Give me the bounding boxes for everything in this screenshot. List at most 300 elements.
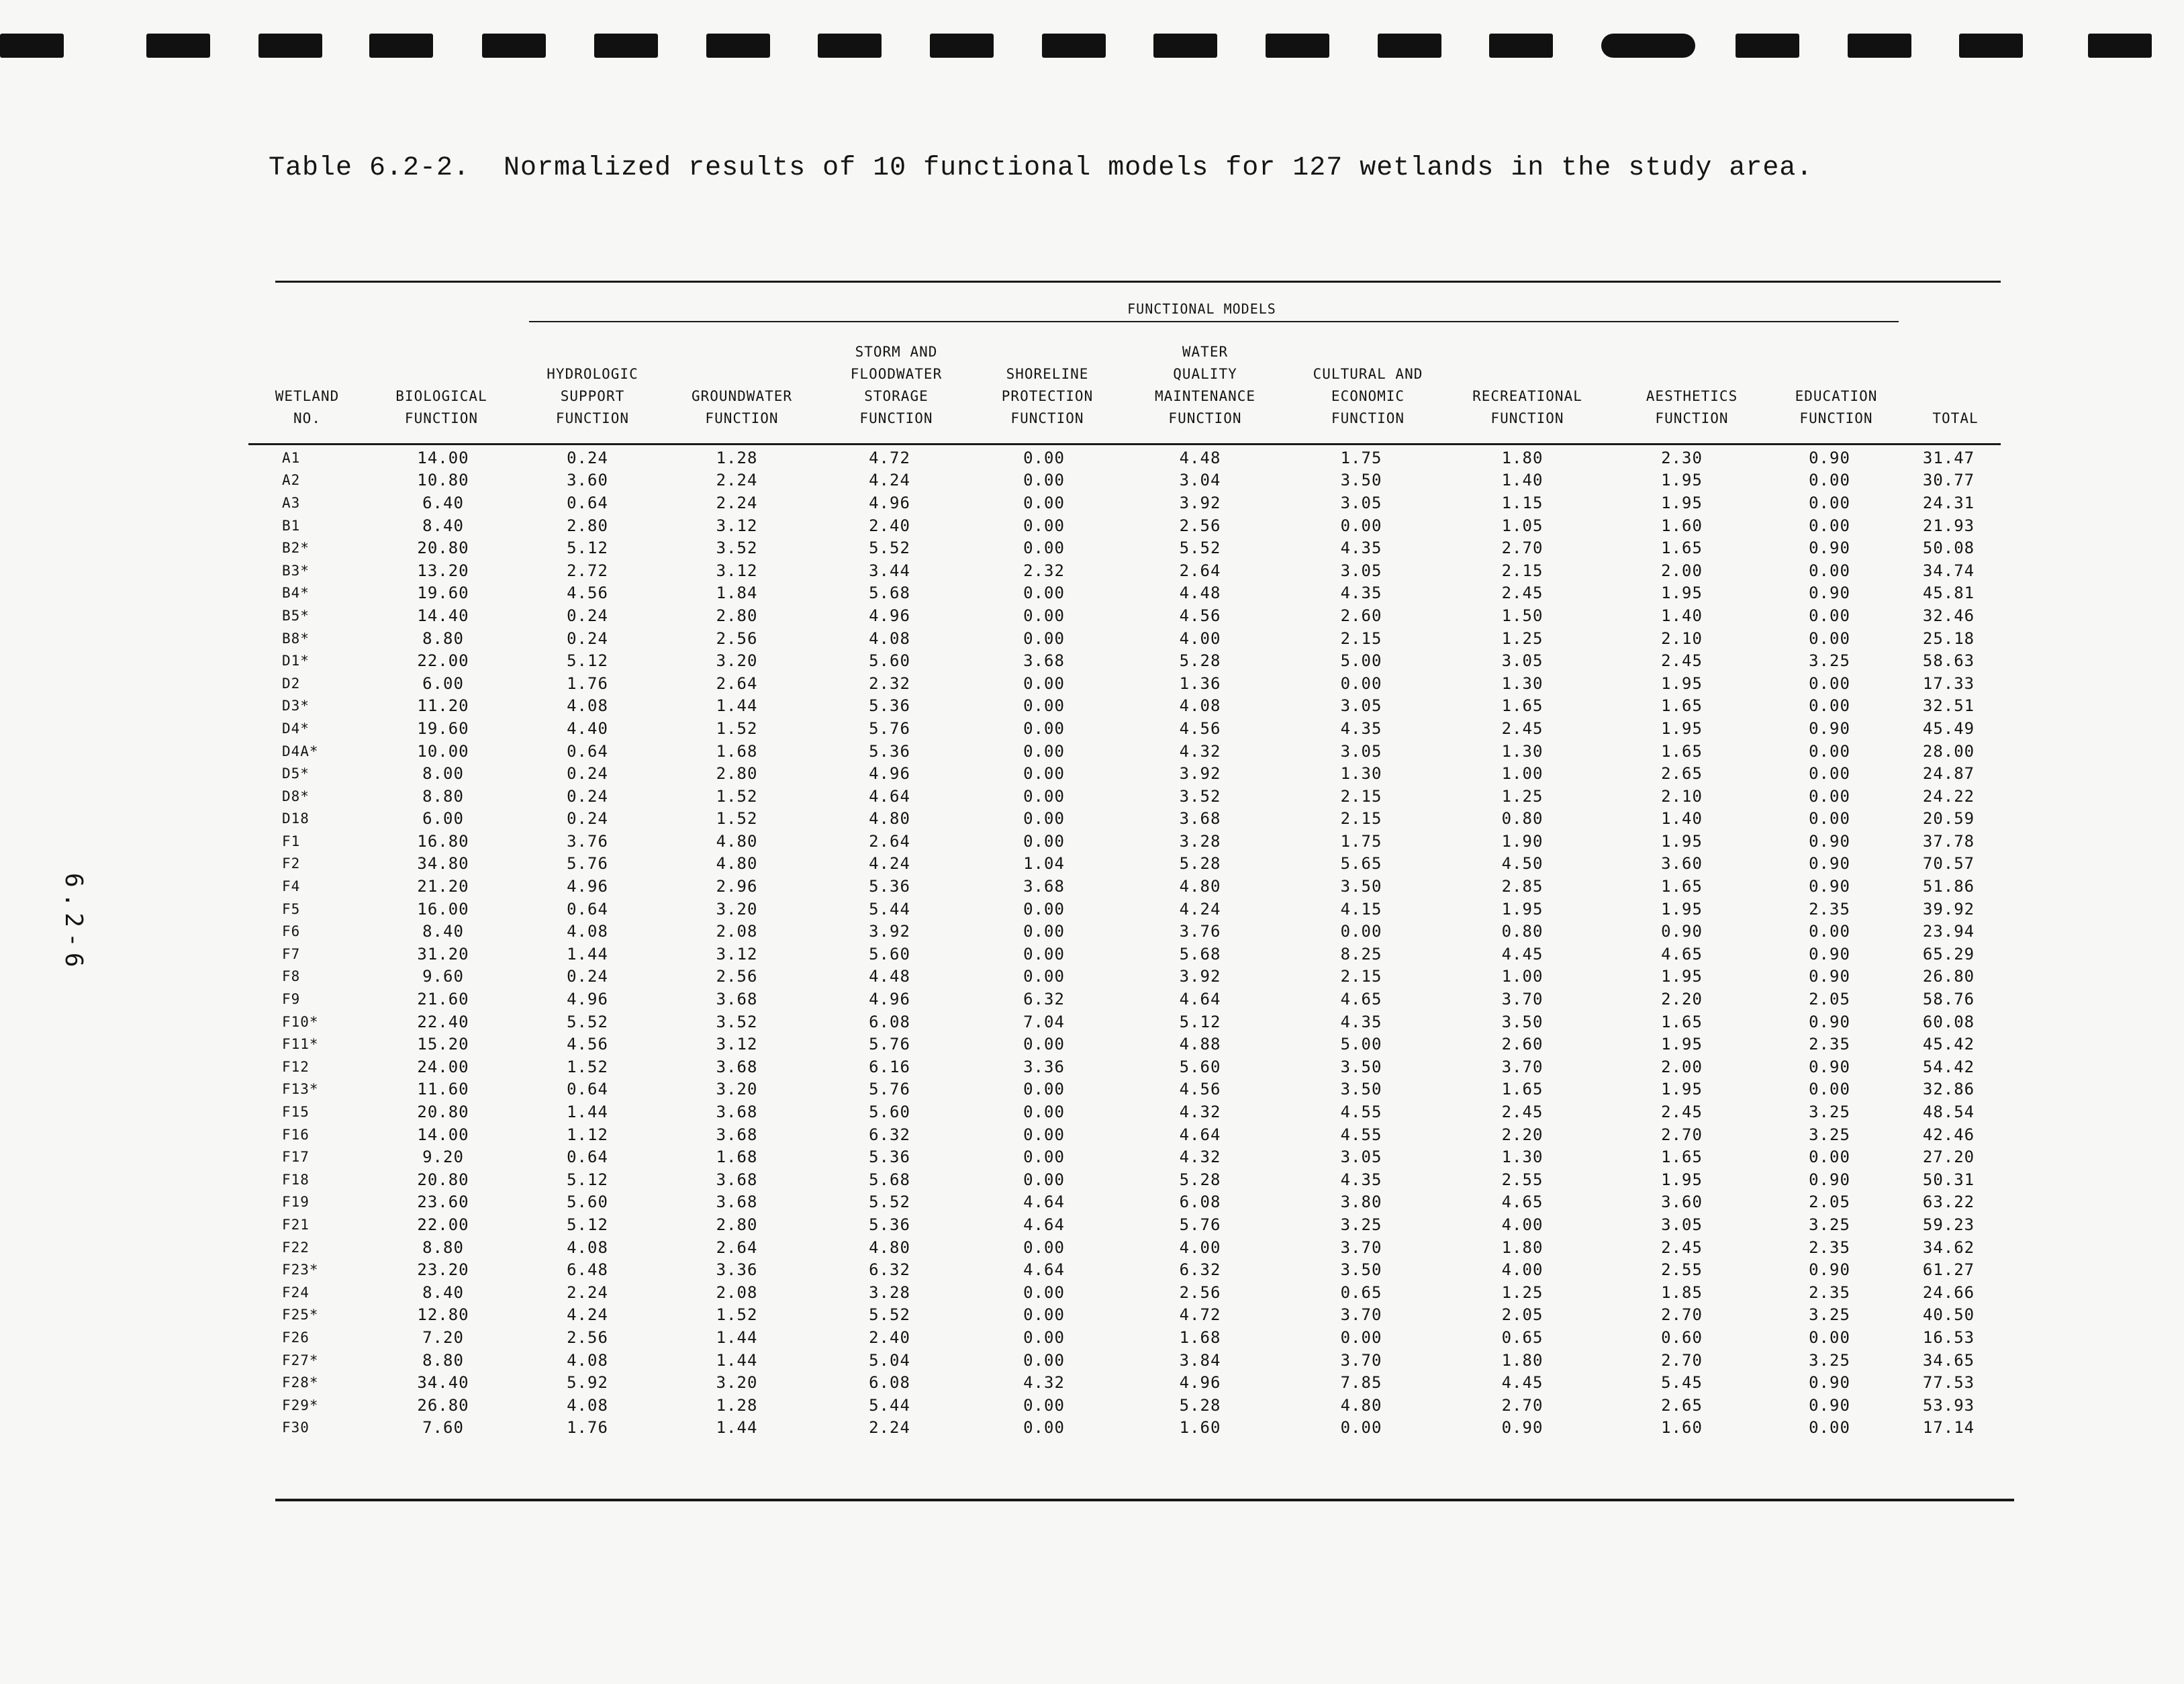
value-cell: 0.00: [1340, 1327, 1382, 1347]
value-cell: 4.48: [869, 967, 910, 986]
table-row: [255, 875, 2001, 898]
value-cell: 32.86: [1922, 1080, 1975, 1099]
wetland-id-cell: B3*: [282, 562, 310, 579]
value-cell: 22.00: [417, 651, 469, 671]
value-cell: 27.20: [1922, 1148, 1975, 1167]
value-cell: 3.50: [1340, 877, 1382, 896]
value-cell: 4.35: [1340, 718, 1382, 738]
value-cell: 2.56: [1179, 516, 1221, 535]
value-cell: 1.95: [1661, 471, 1703, 490]
value-cell: 4.32: [1179, 1148, 1221, 1167]
value-cell: 0.00: [1023, 1282, 1065, 1302]
table-row: [255, 1349, 2001, 1372]
value-cell: 21.93: [1922, 516, 1975, 535]
value-cell: 31.20: [417, 944, 469, 964]
table-row: [255, 1417, 2001, 1440]
value-cell: 14.00: [417, 1125, 469, 1144]
value-cell: 0.00: [1023, 718, 1065, 738]
header-aesthetics: AESTHETICS FUNCTION: [1646, 388, 1738, 426]
value-cell: 0.00: [1809, 628, 1850, 648]
value-cell: 4.64: [1023, 1260, 1065, 1280]
value-cell: 5.60: [869, 944, 910, 964]
value-cell: 10.80: [417, 471, 469, 490]
value-cell: 3.68: [1023, 877, 1065, 896]
value-cell: 3.05: [1340, 493, 1382, 512]
table-row: [255, 920, 2001, 943]
value-cell: 2.15: [1340, 809, 1382, 829]
value-cell: 4.08: [567, 1395, 608, 1415]
value-cell: 34.65: [1922, 1350, 1975, 1370]
table-row: [255, 1123, 2001, 1146]
value-cell: 2.64: [716, 673, 758, 693]
value-cell: 3.25: [1809, 1125, 1850, 1144]
wetland-id-cell: A3: [282, 494, 301, 511]
wetland-id-cell: F29*: [282, 1397, 319, 1413]
value-cell: 0.90: [1809, 539, 1850, 558]
value-cell: 3.25: [1809, 651, 1850, 671]
value-cell: 2.24: [869, 1418, 910, 1438]
value-cell: 28.00: [1922, 741, 1975, 761]
value-cell: 63.22: [1922, 1192, 1975, 1212]
value-cell: 3.50: [1340, 1260, 1382, 1280]
value-cell: 19.60: [417, 583, 469, 603]
value-cell: 9.20: [422, 1148, 464, 1167]
value-cell: 3.28: [869, 1282, 910, 1302]
value-cell: 40.50: [1922, 1305, 1975, 1325]
wetland-id-cell: F27*: [282, 1352, 319, 1368]
value-cell: 3.25: [1340, 1215, 1382, 1234]
value-cell: 0.00: [1340, 516, 1382, 535]
value-cell: 1.12: [567, 1125, 608, 1144]
value-cell: 51.86: [1922, 877, 1975, 896]
value-cell: 4.00: [1501, 1260, 1544, 1280]
value-cell: 3.52: [716, 539, 758, 558]
wetland-id-cell: D2: [282, 675, 301, 692]
value-cell: 2.24: [716, 493, 758, 512]
value-cell: 3.68: [716, 1057, 758, 1076]
value-cell: 5.60: [567, 1192, 608, 1212]
value-cell: 1.44: [716, 696, 758, 716]
value-cell: 0.00: [1023, 493, 1065, 512]
wetland-id-cell: A2: [282, 472, 301, 489]
value-cell: 4.64: [1179, 1125, 1221, 1144]
value-cell: 5.12: [567, 1215, 608, 1234]
table-row: [255, 582, 2001, 605]
value-cell: 2.65: [1661, 1395, 1703, 1415]
wetland-id-cell: F30: [282, 1419, 310, 1436]
wetland-id-cell: F26: [282, 1329, 310, 1346]
value-cell: 0.64: [567, 1148, 608, 1167]
value-cell: 0.00: [1023, 696, 1065, 716]
table-row: [255, 1145, 2001, 1168]
value-cell: 0.00: [1023, 628, 1065, 648]
value-cell: 2.35: [1809, 899, 1850, 919]
value-cell: 1.40: [1501, 471, 1544, 490]
value-cell: 60.08: [1922, 1012, 1975, 1031]
value-cell: 0.90: [1661, 922, 1703, 941]
value-cell: 5.12: [567, 539, 608, 558]
value-cell: 3.05: [1501, 651, 1544, 671]
value-cell: 4.00: [1501, 1215, 1544, 1234]
value-cell: 1.95: [1661, 1080, 1703, 1099]
wetland-id-cell: A1: [282, 449, 301, 466]
value-cell: 1.75: [1340, 448, 1382, 467]
wetland-id-cell: D4*: [282, 720, 310, 737]
value-cell: 0.00: [1809, 561, 1850, 580]
value-cell: 0.65: [1340, 1282, 1382, 1302]
value-cell: 5.52: [1179, 539, 1221, 558]
wetland-id-cell: B4*: [282, 585, 310, 602]
value-cell: 2.70: [1501, 1395, 1544, 1415]
value-cell: 4.56: [567, 583, 608, 603]
value-cell: 2.80: [716, 606, 758, 625]
value-cell: 1.85: [1661, 1282, 1703, 1302]
table-row: [255, 604, 2001, 627]
table-row: [255, 447, 2001, 469]
value-cell: 2.45: [1661, 651, 1703, 671]
value-cell: 4.56: [567, 1035, 608, 1054]
value-cell: 22.40: [417, 1012, 469, 1031]
value-cell: 1.52: [716, 786, 758, 806]
value-cell: 4.50: [1501, 854, 1544, 874]
value-cell: 4.80: [869, 809, 910, 829]
value-cell: 6.48: [567, 1260, 608, 1280]
value-cell: 4.88: [1179, 1035, 1221, 1054]
value-cell: 2.24: [567, 1282, 608, 1302]
value-cell: 2.15: [1501, 561, 1544, 580]
value-cell: 26.80: [1922, 967, 1975, 986]
value-cell: 4.08: [1179, 696, 1221, 716]
value-cell: 4.80: [1179, 877, 1221, 896]
value-cell: 5.36: [869, 696, 910, 716]
wetland-id-cell: F22: [282, 1239, 310, 1256]
value-cell: 5.52: [869, 1305, 910, 1325]
value-cell: 4.64: [1179, 990, 1221, 1009]
table-row: [255, 830, 2001, 853]
value-cell: 0.90: [1809, 1170, 1850, 1189]
value-cell: 3.68: [1179, 809, 1221, 829]
value-cell: 0.00: [1809, 922, 1850, 941]
value-cell: 3.68: [716, 1103, 758, 1122]
value-cell: 34.40: [417, 1373, 469, 1393]
value-cell: 0.00: [1809, 1327, 1850, 1347]
table-row: [255, 988, 2001, 1011]
value-cell: 3.92: [1179, 764, 1221, 784]
value-cell: 4.56: [1179, 606, 1221, 625]
value-cell: 37.78: [1922, 831, 1975, 851]
value-cell: 3.20: [716, 1080, 758, 1099]
value-cell: 0.00: [1809, 786, 1850, 806]
value-cell: 3.20: [716, 899, 758, 919]
header-rule: [248, 443, 2001, 445]
value-cell: 6.16: [869, 1057, 910, 1076]
table-row: [255, 695, 2001, 718]
value-cell: 5.68: [1179, 944, 1221, 964]
value-cell: 1.44: [716, 1327, 758, 1347]
value-cell: 2.08: [716, 922, 758, 941]
value-cell: 2.35: [1809, 1237, 1850, 1257]
value-cell: 45.81: [1922, 583, 1975, 603]
wetland-id-cell: F7: [282, 945, 301, 962]
value-cell: 8.00: [422, 764, 464, 784]
value-cell: 3.76: [567, 831, 608, 851]
header-total: TOTAL: [1932, 410, 1979, 426]
value-cell: 0.24: [567, 448, 608, 467]
value-cell: 1.04: [1023, 854, 1065, 874]
value-cell: 0.00: [1023, 741, 1065, 761]
header-wetland-no: WETLAND NO.: [275, 388, 340, 426]
value-cell: 23.20: [417, 1260, 469, 1280]
table-row: [255, 1304, 2001, 1327]
value-cell: 2.15: [1340, 628, 1382, 648]
value-cell: 2.15: [1340, 967, 1382, 986]
header-shoreline: SHORELINE PROTECTION FUNCTION: [1001, 366, 1094, 426]
table-row: [255, 1168, 2001, 1191]
value-cell: 4.32: [1179, 741, 1221, 761]
value-cell: 24.00: [417, 1057, 469, 1076]
value-cell: 3.92: [1179, 967, 1221, 986]
value-cell: 2.32: [1023, 561, 1065, 580]
header-biological: BIOLOGICAL FUNCTION: [395, 388, 487, 426]
table-title: Table 6.2-2. Normalized results of 10 functional models for 127 wetlands in the study area.: [269, 153, 1813, 183]
value-cell: 3.60: [1661, 1192, 1703, 1212]
value-cell: 1.28: [716, 1395, 758, 1415]
value-cell: 24.66: [1922, 1282, 1975, 1302]
value-cell: 2.70: [1661, 1125, 1703, 1144]
value-cell: 8.40: [422, 922, 464, 941]
value-cell: 4.55: [1340, 1125, 1382, 1144]
value-cell: 3.25: [1809, 1215, 1850, 1234]
value-cell: 4.65: [1501, 1192, 1544, 1212]
value-cell: 1.95: [1661, 1170, 1703, 1189]
value-cell: 0.00: [1023, 809, 1065, 829]
value-cell: 1.95: [1661, 583, 1703, 603]
value-cell: 1.95: [1661, 967, 1703, 986]
value-cell: 2.45: [1661, 1237, 1703, 1257]
value-cell: 2.35: [1809, 1282, 1850, 1302]
value-cell: 5.52: [869, 1192, 910, 1212]
value-cell: 4.24: [869, 854, 910, 874]
value-cell: 0.00: [1023, 1305, 1065, 1325]
table-row: [255, 1056, 2001, 1078]
wetland-id-cell: F23*: [282, 1262, 319, 1278]
table-row: [255, 649, 2001, 672]
value-cell: 4.96: [869, 493, 910, 512]
value-cell: 0.64: [567, 1080, 608, 1099]
value-cell: 1.65: [1661, 741, 1703, 761]
value-cell: 3.50: [1340, 471, 1382, 490]
value-cell: 5.28: [1179, 1170, 1221, 1189]
value-cell: 20.80: [417, 1103, 469, 1122]
value-cell: 4.35: [1340, 539, 1382, 558]
value-cell: 3.68: [716, 1192, 758, 1212]
value-cell: 4.08: [567, 922, 608, 941]
value-cell: 0.00: [1809, 1080, 1850, 1099]
value-cell: 20.80: [417, 539, 469, 558]
value-cell: 1.65: [1661, 877, 1703, 896]
value-cell: 2.60: [1340, 606, 1382, 625]
value-cell: 16.53: [1922, 1327, 1975, 1347]
value-cell: 3.12: [716, 944, 758, 964]
page-number: 6.2-6: [60, 873, 87, 973]
value-cell: 1.52: [716, 1305, 758, 1325]
value-cell: 0.90: [1809, 448, 1850, 467]
functional-models-rule: [529, 321, 1899, 322]
value-cell: 1.25: [1501, 1282, 1544, 1302]
value-cell: 24.31: [1922, 493, 1975, 512]
value-cell: 3.80: [1340, 1192, 1382, 1212]
value-cell: 5.28: [1179, 1395, 1221, 1415]
value-cell: 23.94: [1922, 922, 1975, 941]
value-cell: 0.90: [1501, 1418, 1544, 1438]
value-cell: 1.68: [1179, 1327, 1221, 1347]
table-row: [255, 1078, 2001, 1101]
value-cell: 2.45: [1501, 1103, 1544, 1122]
value-cell: 1.95: [1501, 899, 1544, 919]
value-cell: 0.00: [1023, 1395, 1065, 1415]
value-cell: 13.20: [417, 561, 469, 580]
value-cell: 6.00: [422, 673, 464, 693]
value-cell: 1.76: [567, 673, 608, 693]
value-cell: 4.00: [1179, 628, 1221, 648]
value-cell: 5.76: [869, 1035, 910, 1054]
value-cell: 1.25: [1501, 628, 1544, 648]
table-row: [255, 1033, 2001, 1056]
results-table: [255, 447, 2001, 1439]
value-cell: 4.08: [567, 1350, 608, 1370]
table-row: [255, 898, 2001, 921]
value-cell: 3.84: [1179, 1350, 1221, 1370]
value-cell: 4.96: [567, 990, 608, 1009]
wetland-id-cell: D1*: [282, 653, 310, 669]
value-cell: 0.90: [1809, 1373, 1850, 1393]
value-cell: 59.23: [1922, 1215, 1975, 1234]
value-cell: 4.56: [1179, 1080, 1221, 1099]
value-cell: 4.96: [869, 606, 910, 625]
value-cell: 2.80: [716, 1215, 758, 1234]
value-cell: 2.40: [869, 1327, 910, 1347]
value-cell: 6.32: [869, 1260, 910, 1280]
value-cell: 4.15: [1340, 899, 1382, 919]
value-cell: 12.80: [417, 1305, 469, 1325]
value-cell: 1.28: [716, 448, 758, 467]
value-cell: 0.00: [1023, 673, 1065, 693]
registration-marks: [0, 34, 2184, 60]
value-cell: 2.00: [1661, 561, 1703, 580]
wetland-id-cell: F12: [282, 1058, 310, 1075]
value-cell: 30.77: [1922, 471, 1975, 490]
value-cell: 1.00: [1501, 967, 1544, 986]
value-cell: 0.90: [1809, 854, 1850, 874]
value-cell: 0.00: [1809, 673, 1850, 693]
value-cell: 1.05: [1501, 516, 1544, 535]
value-cell: 2.15: [1340, 786, 1382, 806]
value-cell: 0.00: [1023, 944, 1065, 964]
table-row: [255, 1394, 2001, 1417]
value-cell: 1.50: [1501, 606, 1544, 625]
value-cell: 0.00: [1023, 471, 1065, 490]
header-cultural-economic: CULTURAL AND ECONOMIC FUNCTION: [1313, 366, 1423, 426]
value-cell: 0.65: [1501, 1327, 1544, 1347]
value-cell: 5.44: [869, 899, 910, 919]
wetland-id-cell: F9: [282, 991, 301, 1008]
value-cell: 77.53: [1922, 1373, 1975, 1393]
value-cell: 1.30: [1501, 741, 1544, 761]
value-cell: 0.00: [1023, 1125, 1065, 1144]
header-water-quality: WATER QUALITY MAINTENANCE FUNCTION: [1154, 344, 1256, 426]
value-cell: 50.31: [1922, 1170, 1975, 1189]
functional-models-label: FUNCTIONAL MODELS: [1127, 301, 1276, 317]
value-cell: 4.96: [567, 877, 608, 896]
value-cell: 26.80: [417, 1395, 469, 1415]
value-cell: 0.00: [1809, 1148, 1850, 1167]
table-row: [255, 853, 2001, 876]
value-cell: 3.70: [1340, 1305, 1382, 1325]
value-cell: 1.75: [1340, 831, 1382, 851]
wetland-id-cell: D8*: [282, 788, 310, 804]
value-cell: 8.25: [1340, 944, 1382, 964]
value-cell: 2.20: [1501, 1125, 1544, 1144]
value-cell: 6.32: [1179, 1260, 1221, 1280]
value-cell: 4.80: [716, 831, 758, 851]
value-cell: 3.68: [716, 990, 758, 1009]
value-cell: 1.65: [1661, 1012, 1703, 1031]
value-cell: 2.45: [1501, 718, 1544, 738]
value-cell: 34.62: [1922, 1237, 1975, 1257]
value-cell: 2.55: [1501, 1170, 1544, 1189]
value-cell: 4.48: [1179, 448, 1221, 467]
value-cell: 2.10: [1661, 628, 1703, 648]
value-cell: 2.70: [1661, 1305, 1703, 1325]
value-cell: 4.65: [1661, 944, 1703, 964]
value-cell: 1.44: [567, 1103, 608, 1122]
value-cell: 58.76: [1922, 990, 1975, 1009]
value-cell: 5.12: [1179, 1012, 1221, 1031]
value-cell: 0.90: [1809, 1057, 1850, 1076]
value-cell: 7.85: [1340, 1373, 1382, 1393]
value-cell: 3.70: [1340, 1350, 1382, 1370]
value-cell: 3.68: [716, 1170, 758, 1189]
value-cell: 4.65: [1340, 990, 1382, 1009]
value-cell: 61.27: [1922, 1260, 1975, 1280]
value-cell: 3.92: [869, 922, 910, 941]
value-cell: 31.47: [1922, 448, 1975, 467]
value-cell: 11.60: [417, 1080, 469, 1099]
value-cell: 17.33: [1922, 673, 1975, 693]
value-cell: 3.05: [1661, 1215, 1703, 1234]
table-row: [255, 1236, 2001, 1259]
value-cell: 5.36: [869, 1215, 910, 1234]
value-cell: 4.64: [869, 786, 910, 806]
value-cell: 0.00: [1809, 696, 1850, 716]
value-cell: 1.30: [1501, 1148, 1544, 1167]
value-cell: 4.72: [1179, 1305, 1221, 1325]
value-cell: 1.68: [716, 741, 758, 761]
top-rule: [275, 281, 2001, 283]
value-cell: 4.45: [1501, 1373, 1544, 1393]
value-cell: 4.08: [869, 628, 910, 648]
value-cell: 1.80: [1501, 448, 1544, 467]
table-row: [255, 1191, 2001, 1214]
table-row: [255, 943, 2001, 966]
value-cell: 1.95: [1661, 493, 1703, 512]
value-cell: 0.24: [567, 628, 608, 648]
value-cell: 4.56: [1179, 718, 1221, 738]
value-cell: 5.44: [869, 1395, 910, 1415]
value-cell: 4.96: [1179, 1373, 1221, 1393]
value-cell: 3.25: [1809, 1103, 1850, 1122]
value-cell: 0.00: [1023, 606, 1065, 625]
